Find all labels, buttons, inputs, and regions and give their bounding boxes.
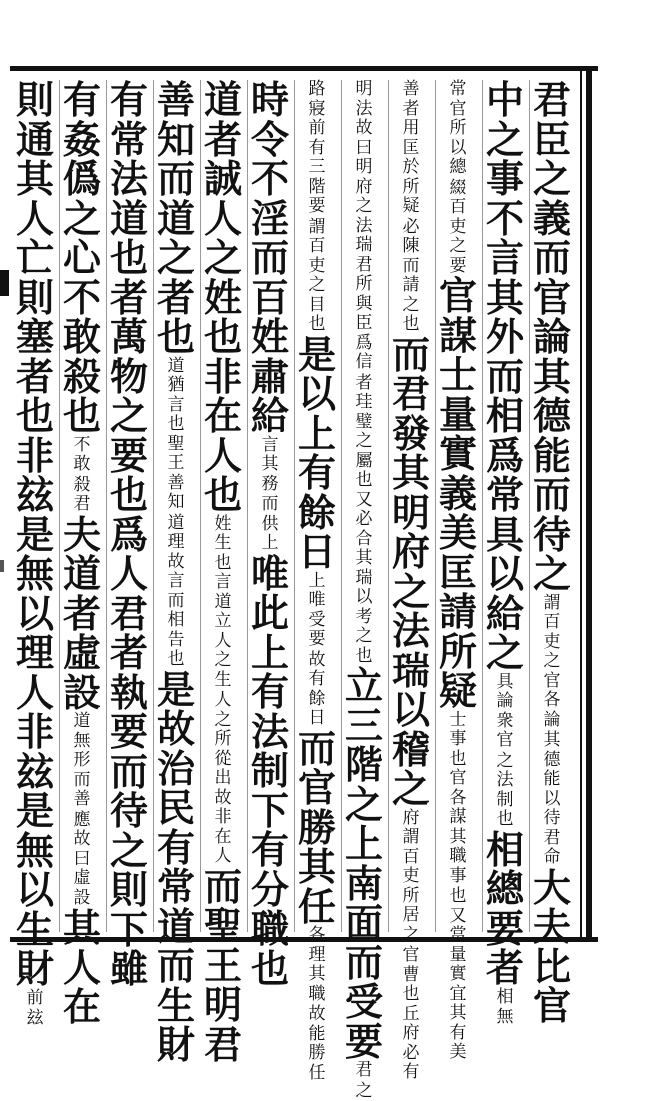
commentary-line: 故 有 餘 日 — [308, 651, 326, 729]
commentary-line: 常 官 所 以 總 — [449, 80, 467, 178]
column-rule — [529, 80, 530, 932]
commentary-line: 前 — [26, 989, 44, 1009]
commentary-note — [308, 572, 326, 729]
column-rule — [435, 80, 436, 932]
column-rule — [482, 80, 483, 932]
text-column-10 — [107, 80, 151, 932]
text-column-7 — [248, 80, 292, 932]
commentary-line: 各 理 其 職 — [308, 926, 326, 1004]
main-text: 大 夫 比 官 — [530, 868, 574, 1026]
commentary-line: 綴 百 吏 之 要 — [449, 179, 467, 277]
main-text: 道 者 誠 人 之 姓 也 非 在 人 也 — [201, 80, 245, 515]
commentary-note — [449, 711, 467, 1063]
commentary-line: 之 法 制 也 — [496, 752, 514, 830]
column-rule — [388, 80, 389, 932]
column-rule — [106, 80, 107, 932]
main-text: 立 三 階 之 上 南 面 而 受 要 — [342, 666, 386, 1061]
main-text: 而 聖 王 明 君 — [201, 867, 245, 1065]
commentary-line: 人 之 所 從 出 故 非 在 人 — [214, 691, 232, 867]
commentary-note — [355, 1061, 373, 1101]
binding-mark — [0, 270, 9, 296]
main-text: 君 臣 之 義 而 官 論 其 德 能 而 待 之 — [530, 80, 574, 594]
commentary-line: 殺 君 — [73, 476, 91, 515]
column-rule — [59, 80, 60, 932]
main-text: 則 通 其 人 亡 則 塞 者 也 非 玆 是 無 以 理 人 非 玆 是 無 以 生 財 — [13, 80, 57, 989]
commentary-note — [496, 673, 514, 830]
commentary-line: 路 寢 前 有 三 階 要 — [308, 80, 326, 217]
commentary-note — [355, 80, 373, 666]
commentary-line: 也 又 當 量 實 宜 其 有 美 — [449, 887, 467, 1063]
commentary-line: 姓 生 也 言 道 立 人 之 生 — [214, 515, 232, 691]
text-column-9 — [154, 80, 198, 932]
commentary-line: 明 法 故 曰 明 府 之 法 瑞 君 所 與 臣 爲 信 — [355, 80, 373, 373]
commentary-note — [261, 436, 279, 554]
column-rule — [153, 80, 154, 932]
text-column-12 — [13, 80, 57, 932]
commentary-line: 故 能 勝 任 — [308, 1005, 326, 1083]
commentary-note — [26, 989, 44, 1029]
commentary-line: 道 理 故 言 而 相 告 也 — [167, 514, 185, 670]
commentary-note — [73, 712, 91, 908]
commentary-note — [543, 594, 561, 868]
commentary-line: 具 論 衆 官 — [496, 673, 514, 751]
text-column-1 — [530, 80, 574, 932]
text-column-11 — [60, 80, 104, 932]
commentary-line: 不 敢 — [73, 436, 91, 475]
text-column-8 — [201, 80, 245, 932]
commentary-line: 君 — [355, 1061, 373, 1081]
column-rule — [294, 80, 295, 932]
main-text: 官 謀 士 量 實 義 美 匡 請 所 疑 — [436, 276, 480, 711]
main-text: 夫 道 者 虛 設 — [60, 515, 104, 713]
commentary-note — [308, 926, 326, 1083]
commentary-line: 無 — [496, 1008, 514, 1028]
page-border-right — [586, 66, 592, 942]
column-rule — [200, 80, 201, 932]
main-text: 是 以 上 有 餘 日 — [295, 335, 339, 572]
commentary-line: 言 其 務 — [261, 436, 279, 495]
main-text: 中 之 事 不 言 其 外 而 相 爲 常 具 以 給 之 — [483, 80, 527, 673]
main-text: 唯 此 上 有 法 制 下 有 分 職 也 — [248, 554, 292, 989]
commentary-line: 善 者 用 匡 於 所 疑 — [402, 80, 420, 217]
commentary-line: 其 德 能 以 待 君 命 — [543, 731, 561, 868]
commentary-line: 謂 百 吏 之 目 也 — [308, 218, 326, 335]
main-text: 有 常 法 道 也 者 萬 物 之 要 也 爲 人 君 者 執 要 而 待 之 則 下 雖 — [107, 80, 151, 989]
text-column-3 — [436, 80, 480, 932]
main-text: 有 姦 僞 之 心 不 敢 殺 也 — [60, 80, 104, 436]
commentary-note — [214, 515, 232, 867]
main-text: 其 人 在 — [60, 908, 104, 1027]
commentary-line: 府 謂 百 吏 所 居 之 — [402, 809, 420, 946]
main-text: 是 故 治 民 有 常 道 而 生 財 — [154, 670, 198, 1065]
commentary-line: 而 供 上 — [261, 495, 279, 554]
commentary-line: 上 唯 受 要 — [308, 572, 326, 650]
binding-mark-small — [0, 560, 4, 572]
commentary-note — [308, 80, 326, 335]
commentary-line: 謂 百 吏 之 官 各 論 — [543, 594, 561, 731]
commentary-note — [402, 809, 420, 1083]
commentary-note — [73, 436, 91, 515]
commentary-line: 相 — [496, 988, 514, 1008]
main-text: 時 令 不 淫 而 百 姓 肅 給 — [248, 80, 292, 436]
text-column-6 — [295, 80, 339, 932]
column-rule — [341, 80, 342, 932]
commentary-note — [496, 988, 514, 1028]
main-text: 而 君 發 其 明 府 之 法 瑞 以 稽 之 — [389, 335, 433, 809]
commentary-line: 士 事 也 官 各 謀 其 職 事 — [449, 711, 467, 887]
commentary-line: 必 陳 而 請 之 也 — [402, 218, 420, 335]
commentary-line: 玆 — [26, 1009, 44, 1029]
main-text: 而 官 勝 其 任 — [295, 729, 339, 927]
main-text: 善 知 而 道 之 者 也 — [154, 80, 198, 357]
commentary-line: 者 珪 璧 之 屬 也 又 必 合 其 瑞 以 考 之 也 — [355, 374, 373, 667]
commentary-line: 官 曹 也 丘 府 必 有 — [402, 946, 420, 1083]
column-rule — [247, 80, 248, 932]
commentary-note — [167, 357, 185, 670]
commentary-note — [402, 80, 420, 335]
text-column-5 — [342, 80, 386, 932]
text-column-2 — [483, 80, 527, 932]
main-text: 相 總 要 者 — [483, 830, 527, 988]
commentary-line: 應 故 曰 虛 設 — [73, 811, 91, 909]
commentary-line: 道 無 形 而 善 — [73, 712, 91, 810]
commentary-line: 之 — [355, 1082, 373, 1101]
commentary-line: 道 猶 言 也 聖 王 善 知 — [167, 357, 185, 513]
page-border-right-inner — [580, 66, 582, 942]
text-column-4 — [389, 80, 433, 932]
commentary-note — [449, 80, 467, 276]
